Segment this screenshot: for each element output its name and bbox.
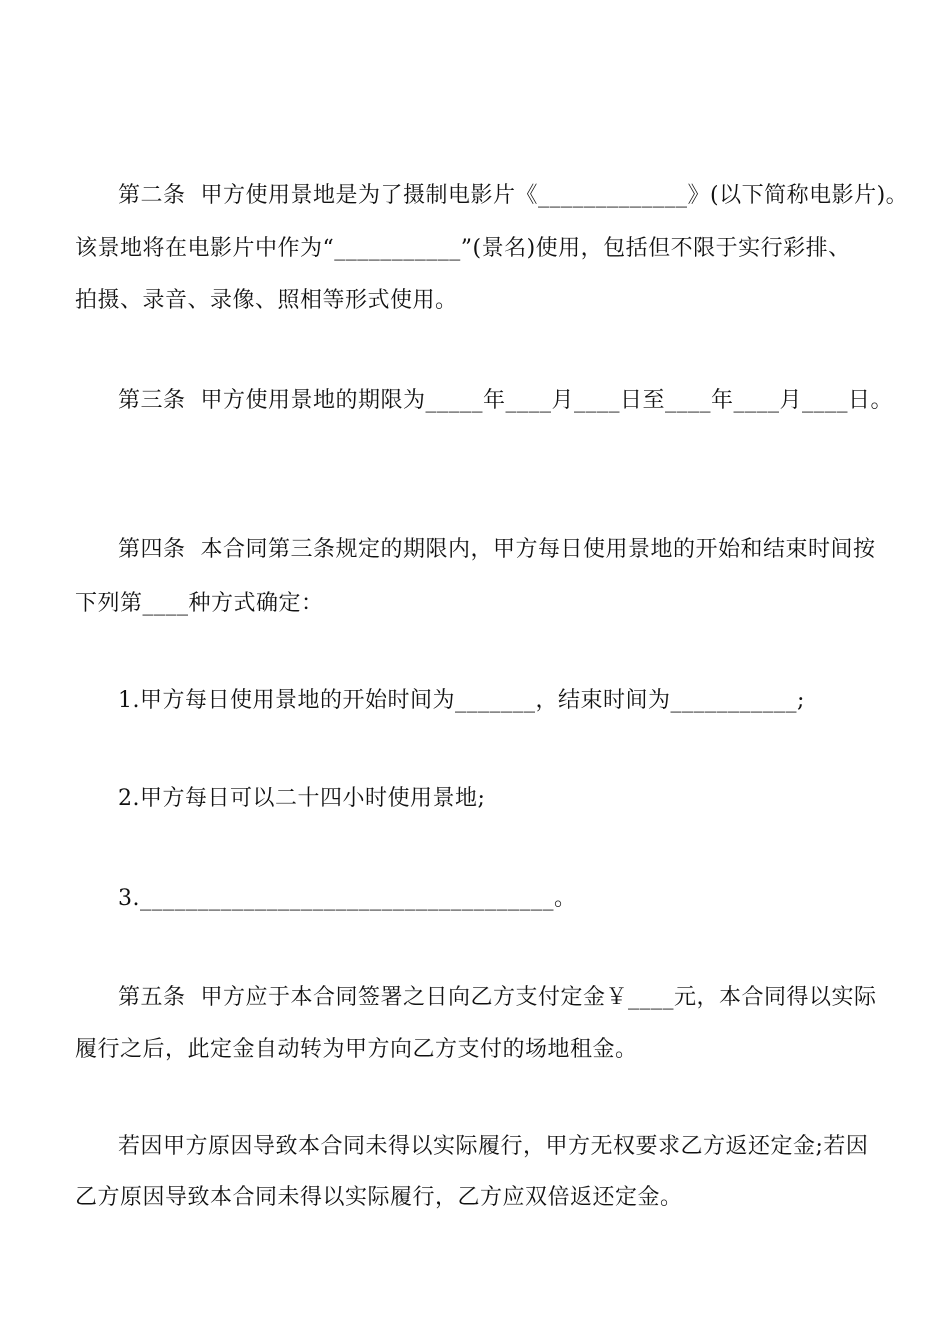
article-5-line-2: 履行之后，此定金自动转为甲方向乙方支付的场地租金。 <box>75 1037 638 1062</box>
article-3-line-1: 第三条 甲方使用景地的期限为_____年____月____日至____年____月____日。 <box>118 388 893 413</box>
article-2-line-1: 第二条 甲方使用景地是为了摄制电影片《_____________》(以下简称电影片)。 <box>118 183 909 208</box>
article-4-option-2: 2.甲方每日可以二十四小时使用景地; <box>118 786 486 811</box>
article-5-line-1: 第五条 甲方应于本合同签署之日向乙方支付定金￥____元，本合同得以实际 <box>118 985 877 1010</box>
article-4-option-1: 1.甲方每日使用景地的开始时间为_______，结束时间为___________; <box>118 688 805 713</box>
article-4-line-1: 第四条 本合同第三条规定的期限内，甲方每日使用景地的开始和结束时间按 <box>118 537 876 562</box>
deposit-clause-line-2: 乙方原因导致本合同未得以实际履行，乙方应双倍返还定金。 <box>75 1185 683 1210</box>
article-4-option-3: 3.____________________________________。 <box>118 886 577 911</box>
article-2-line-2: 该景地将在电影片中作为“___________”(景名)使用，包括但不限于实行彩排、 <box>75 236 851 261</box>
article-4-line-2: 下列第____种方式确定： <box>75 591 324 616</box>
deposit-clause-line-1: 若因甲方原因导致本合同未得以实际履行，甲方无权要求乙方返还定金;若因 <box>118 1134 869 1159</box>
article-2-line-3: 拍摄、录音、录像、照相等形式使用。 <box>75 288 458 313</box>
